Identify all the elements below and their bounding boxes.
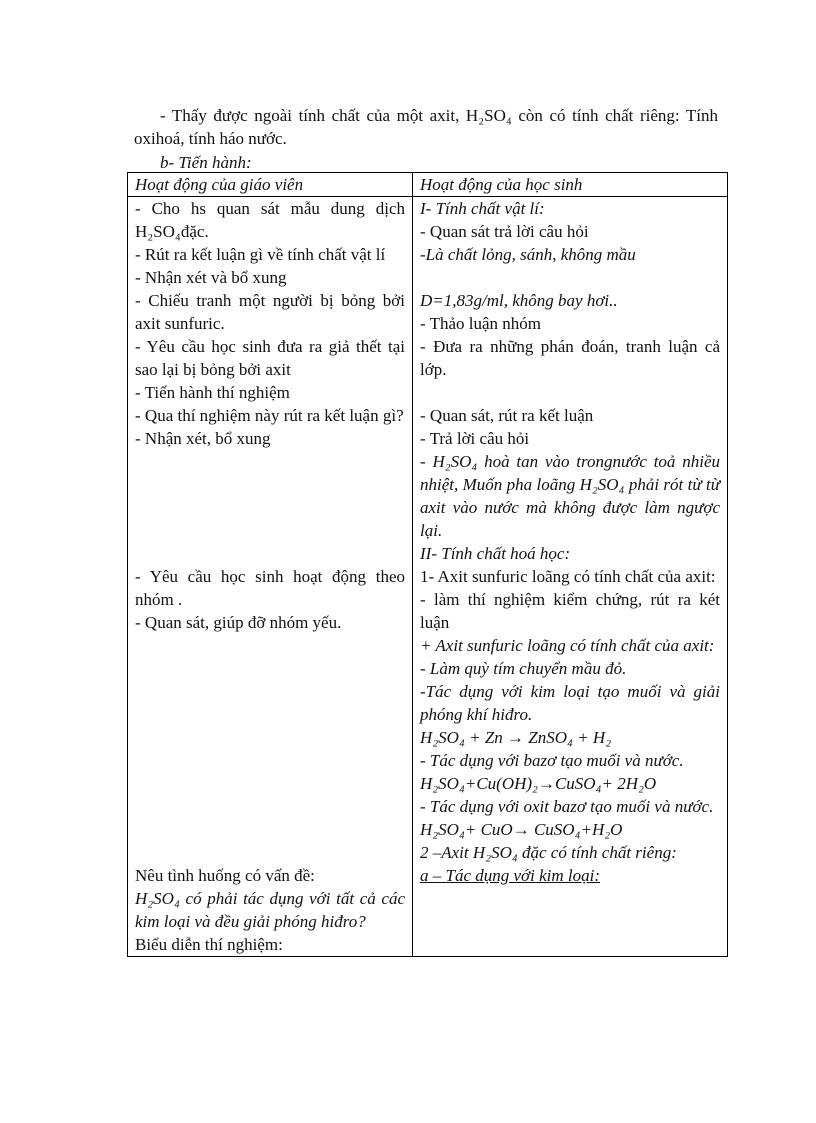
student-item: - Tác dụng với bazơ tạo muối và nước. [420, 751, 684, 770]
spacer [135, 634, 405, 657]
table-header-row [128, 173, 728, 197]
student-item: a – Tác dụng với kim loại: [420, 866, 600, 885]
student-item: 2 –Axit H₂SO₄ đặc có tính chất riêng: [420, 843, 677, 862]
spacer [420, 381, 720, 404]
student-item: - Quan sát, rút ra kết luận [420, 406, 594, 425]
teacher-item: - Qua thí nghiệm này rút ra kết luận gì? [135, 406, 404, 425]
section-heading: b- Tiến hành: [160, 153, 252, 172]
student-activities [413, 197, 728, 957]
intro-paragraph: - Thấy được ngoài tính chất của một axit, H₂SO₄ còn có tính chất riêng: Tính oxihoá, tính háo nước. [134, 106, 718, 148]
student-item: D=1,83g/ml, không bay hơi.. [420, 291, 618, 310]
spacer [135, 703, 405, 726]
equation: H₂SO₄+Cu(OH)₂→CuSO₄+ 2H₂O [420, 774, 657, 793]
teacher-item: - Yêu cầu học sinh hoạt động theo nhóm . [135, 567, 405, 609]
student-item: II- Tính chất hoá học: [420, 544, 571, 563]
spacer [420, 266, 720, 289]
teacher-item: - Yêu cầu học sinh đưa ra giả thết tại sao lại bị bỏng bởi axit [135, 337, 405, 379]
student-item: - Trả lời câu hỏi [420, 429, 530, 448]
student-item: I- Tính chất vật lí: [420, 199, 545, 218]
table-row [128, 197, 728, 957]
teacher-item: H₂SO₄ có phải tác dụng với tất cả các kim loại và đều giải phóng hiđro? [135, 889, 405, 931]
equation: H₂SO₄+ CuO→ CuSO₄+H₂O [420, 820, 623, 839]
student-item: - Thảo luận nhóm [420, 314, 542, 333]
student-item: - H₂SO₄ hoà tan vào trongnước toả nhiều nhiệt, Muốn pha loãng H₂SO₄ phải rót từ từ axit vào nước mà không được làm ngược lại. [420, 452, 720, 540]
spacer [135, 841, 405, 864]
spacer [135, 795, 405, 818]
teacher-item: - Rút ra kết luận gì về tính chất vật lí [135, 245, 386, 264]
spacer [135, 657, 405, 680]
spacer [135, 749, 405, 772]
teacher-item: - Chiếu tranh một người bị bỏng bởi axit sunfuric. [135, 291, 405, 333]
student-item: 1- Axit sunfuric loãng có tính chất của axit: [420, 567, 716, 586]
teacher-item: - Nhận xét, bổ xung [135, 429, 271, 448]
student-item: + Axit sunfuric loãng có tính chất của axit: [420, 636, 715, 655]
teacher-header: Hoạt động của giáo viên [128, 173, 413, 197]
student-item: - Tác dụng với oxit bazơ tạo muối và nước. [420, 797, 714, 816]
spacer [135, 726, 405, 749]
student-item: - Làm quỳ tím chuyển mầu đỏ. [420, 659, 627, 678]
student-item: - làm thí nghiệm kiểm chứng, rút ra két luận [420, 590, 720, 632]
student-item: -Là chất lỏng, sánh, không mầu [420, 245, 636, 264]
activity-table [127, 172, 728, 957]
student-item: - Quan sát trả lời câu hỏi [420, 222, 589, 241]
student-header: Hoạt động của học sinh [413, 173, 728, 197]
teacher-item: - Nhận xét và bổ xung [135, 268, 287, 287]
teacher-item: - Quan sát, giúp đỡ nhóm yếu. [135, 613, 342, 632]
spacer [135, 542, 405, 565]
teacher-activities [128, 197, 413, 957]
teacher-item: Biểu diễn thí nghiệm: [135, 935, 283, 954]
student-item: -Tác dụng với kim loại tạo muối và giải phóng khí hiđro. [420, 682, 720, 724]
spacer [135, 473, 405, 496]
teacher-item: Nêu tình huống có vấn đề: [135, 866, 315, 885]
spacer [135, 818, 405, 841]
equation: H₂SO₄ + Zn → ZnSO₄ + H₂ [420, 728, 612, 747]
spacer [135, 772, 405, 795]
teacher-item: - Cho hs quan sát mẫu dung dịch H₂SO₄đặc. [135, 199, 405, 241]
spacer [135, 680, 405, 703]
spacer [135, 450, 405, 473]
spacer [135, 496, 405, 519]
student-item: - Đưa ra những phán đoán, tranh luận cả lớp. [420, 337, 720, 379]
teacher-item: - Tiến hành thí nghiệm [135, 383, 290, 402]
spacer [135, 519, 405, 542]
